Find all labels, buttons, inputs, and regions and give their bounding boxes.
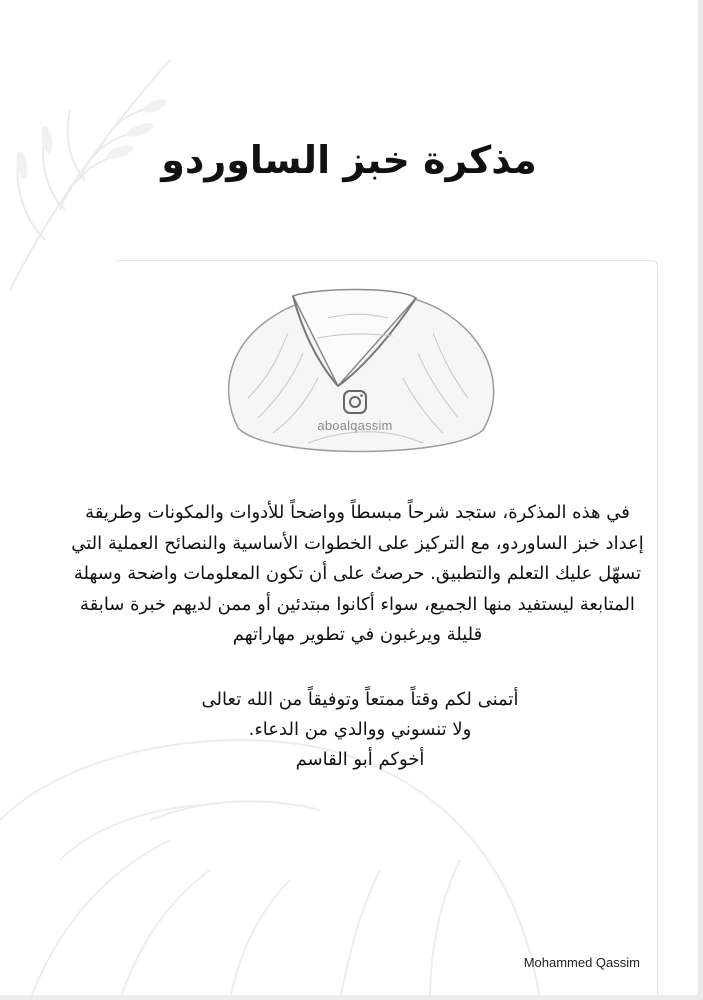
page-edge-right <box>698 0 703 1000</box>
bread-illustration <box>218 278 500 464</box>
closing-block <box>150 685 570 775</box>
closing-line-wish: أتمنى لكم وقتاً ممتعاً وتوفيقاً من الله تعالى <box>201 689 519 710</box>
page-edge-bottom <box>0 995 703 1000</box>
page-title: مذكرة خبز الساوردو <box>161 138 537 182</box>
author-signature: Mohammed Qassim <box>523 955 640 970</box>
intro-paragraph: في هذه المذكرة، ستجد شرحاً مبسطاً وواضحاً للأدوات والمكونات وطريقة إعداد خبز الساوردو، مع التركيز على الخطوات الأساسية والنصائح العملية التي تسهّل عليك التعلم والتطبيق. حرصتُ على أن تكون المعلومات واضحة وسهلة المتابعة ليستفيد منها الجميع، سواء أكانوا مبتدئين أو ممن لديهم خبرة سابقة قليلة ويرغبون في تطوير مهاراتهم <box>71 502 644 645</box>
closing-line-prayer: ولا تنسوني ووالدي من الدعاء. <box>248 719 472 740</box>
closing-line-signoff: أخوكم أبو القاسم <box>295 749 425 770</box>
watermark-handle: aboalqassim <box>317 418 393 433</box>
